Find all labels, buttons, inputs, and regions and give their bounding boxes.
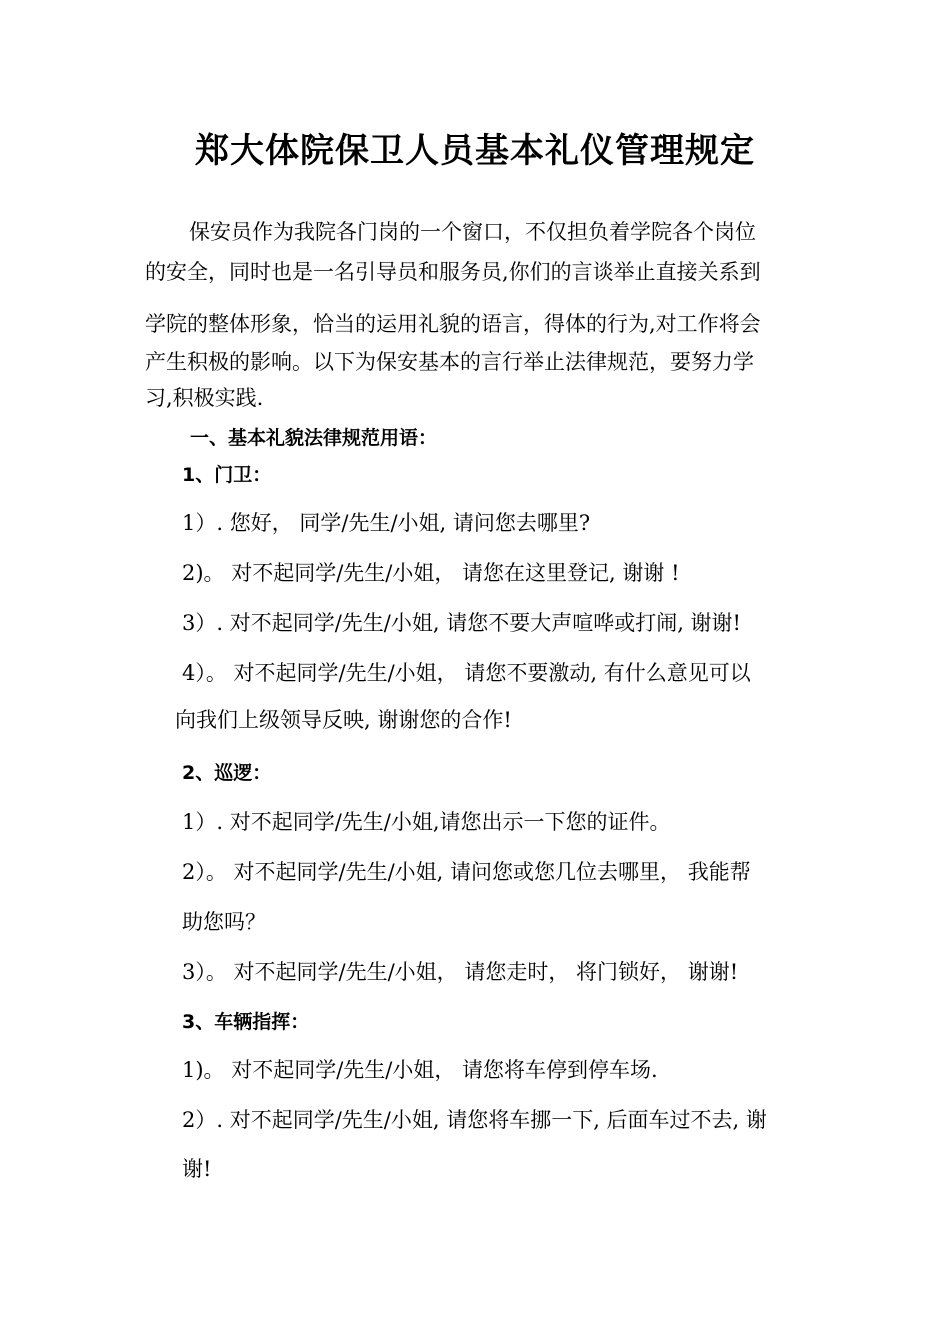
list-item: 2)。 对不起同学/先生/小姐， 请您在这里登记, 谢谢 !: [182, 561, 680, 585]
section-heading-basic-etiquette: 一、基本礼貌法律规范用语：: [190, 427, 438, 449]
intro-line: 学院的整体形象，恰当的运用礼貌的语言，得体的行为,对工作将会: [145, 312, 761, 336]
list-item: 1）. 您好， 同学/先生/小姐, 请问您去哪里?: [182, 511, 591, 535]
list-item: 2）. 对不起同学/先生/小姐, 请您将车挪一下, 后面车过不去, 谢: [182, 1108, 767, 1132]
list-item: 3）。 对不起同学/先生/小姐， 请您走时， 将门锁好， 谢谢!: [182, 960, 739, 984]
list-item: 3）. 对不起同学/先生/小姐, 请您不要大声喧哗或打闹, 谢谢!: [182, 611, 741, 635]
intro-line: 习,积极实践.: [145, 386, 264, 410]
list-item: 1)。 对不起同学/先生/小姐， 请您将车停到停车场.: [182, 1058, 658, 1082]
list-item: 2）。 对不起同学/先生/小姐, 请问您或您几位去哪里， 我能帮: [182, 860, 751, 884]
intro-line: 产生积极的影响。以下为保安基本的言行举止法律规范，要努力学: [145, 350, 754, 374]
list-item-continuation: 谢!: [182, 1157, 212, 1181]
intro-line: 的安全，同时也是一名引导员和服务员,你们的言谈举止直接关系到: [145, 260, 761, 284]
list-item-continuation: 助您吗？: [182, 910, 266, 934]
list-item: 4）。 对不起同学/先生/小姐， 请您不要激动, 有什么意见可以: [182, 661, 751, 685]
list-item-continuation: 向我们上级领导反映, 谢谢您的合作!: [175, 708, 512, 732]
subsection-heading-patrol: 2、巡逻：: [182, 762, 272, 784]
intro-line: 保安员作为我院各门岗的一个窗口，不仅担负着学院各个岗位: [189, 220, 756, 244]
subsection-heading-gate: 1、门卫：: [182, 464, 272, 486]
document-title: 郑大体院保卫人员基本礼仪管理规定: [195, 131, 755, 171]
list-item: 1）. 对不起同学/先生/小姐,请您出示一下您的证件。: [182, 810, 671, 834]
subsection-heading-vehicle: 3、车辆指挥：: [182, 1011, 310, 1033]
